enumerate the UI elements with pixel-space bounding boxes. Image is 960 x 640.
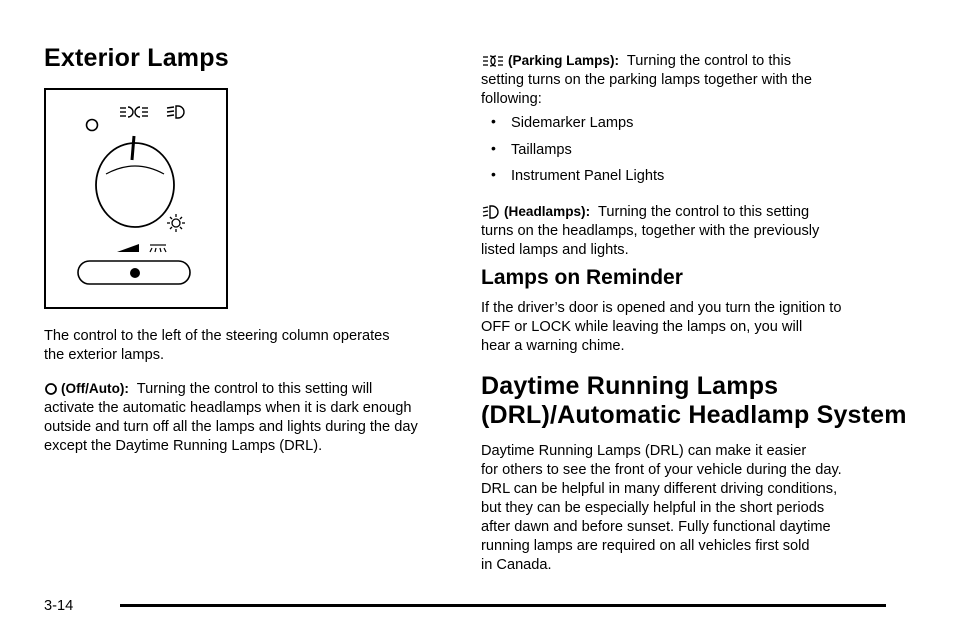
off-auto-position-icon bbox=[87, 120, 98, 131]
instrument-dimmer-icon bbox=[167, 214, 185, 232]
bullet-dot: • bbox=[491, 166, 496, 182]
page-title: Exterior Lamps bbox=[44, 44, 229, 72]
knob-pointer bbox=[132, 136, 134, 160]
headlamps-icon bbox=[481, 204, 501, 220]
footer-rule bbox=[120, 604, 886, 607]
parking-lamps-paragraph: (Parking Lamps): Turning the control to this setting turns on the parking lamps together with the following: bbox=[481, 53, 812, 107]
parking-lamps-position-icon bbox=[120, 107, 148, 117]
lamp-knob bbox=[96, 143, 174, 227]
intro-paragraph: The control to the left of the steering column operates the exterior lamps. bbox=[44, 328, 390, 363]
drl-heading-line2: (DRL)/Automatic Headlamp System bbox=[481, 401, 907, 429]
bullet-dot: • bbox=[491, 113, 496, 129]
bullet-sidemarker: Sidemarker Lamps bbox=[511, 115, 634, 131]
brightness-wedge-icon bbox=[117, 244, 139, 252]
reminder-heading: Lamps on Reminder bbox=[481, 266, 683, 289]
bullet-dot: • bbox=[491, 140, 496, 156]
bullet-instrument-panel: Instrument Panel Lights bbox=[511, 168, 665, 184]
off-auto-icon bbox=[44, 382, 58, 396]
reminder-paragraph: If the driver’s door is opened and you turn the ignition to OFF or LOCK while leaving the lamps on, you will hear a warning chime. bbox=[481, 300, 842, 354]
exterior-lamp-control-illustration bbox=[44, 88, 228, 309]
page-number: 3-14 bbox=[44, 598, 74, 614]
off-auto-paragraph: (Off/Auto): Turning the control to this setting will activate the automatic headlamps when it is dark enough outside and turn off all the lamps and lights during the day except the Daytime Running Lamps (DRL). bbox=[44, 381, 418, 454]
headlamps-position-icon bbox=[167, 106, 184, 118]
parking-lamps-icon bbox=[481, 53, 505, 69]
drl-heading-line1: Daytime Running Lamps bbox=[481, 372, 779, 400]
dimmer-slider-dot bbox=[130, 268, 140, 278]
lamp-control-diagram bbox=[46, 90, 226, 307]
bullet-taillamps: Taillamps bbox=[511, 142, 572, 158]
headlamps-paragraph: (Headlamps): Turning the control to this setting turns on the headlamps, together with the previously listed lamps and lights. bbox=[481, 204, 820, 258]
drl-paragraph: Daytime Running Lamps (DRL) can make it easier for others to see the front of your vehicle during the day. DRL can be helpful in many different driving conditions, but they can be especially helpful in the short periods after dawn and before sunset. Fully functional daytime running lamps are required on all vehicles first sold in Canada. bbox=[481, 443, 842, 573]
dome-lamp-icon bbox=[150, 245, 166, 252]
